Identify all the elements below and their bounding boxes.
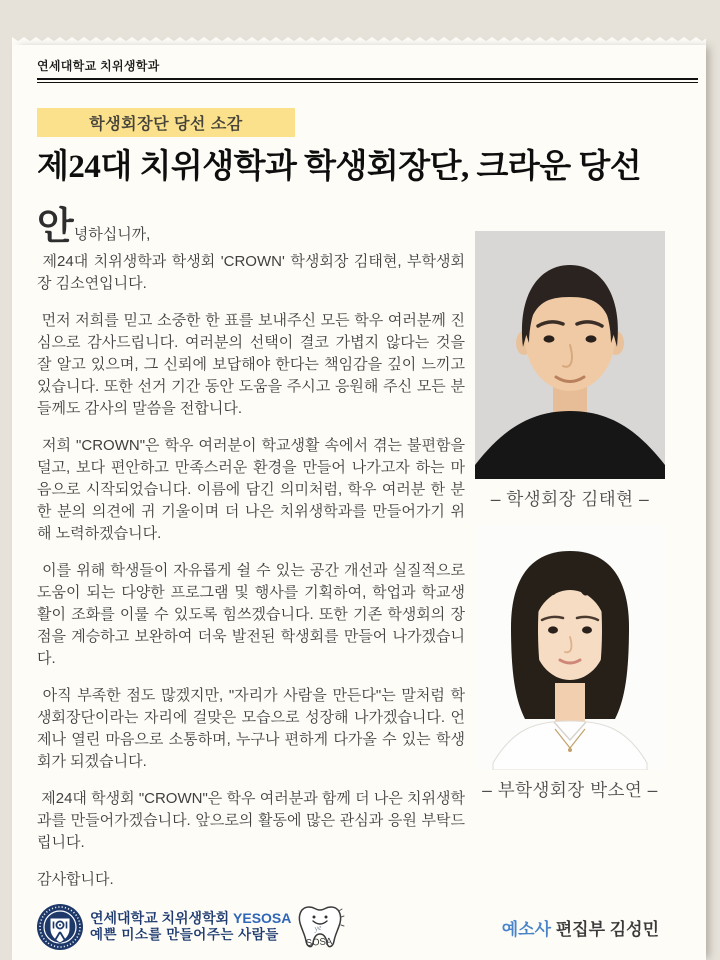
header-divider: [37, 78, 698, 83]
yonsei-emblem-logo: [37, 904, 83, 950]
president-photo: [475, 231, 665, 479]
department-header: 연세대학교 치위생학과: [37, 59, 160, 73]
article-text-column: [37, 206, 470, 906]
article-headline: 제24대 치위생학과 학생회장단, 크라운 당선: [37, 149, 642, 185]
greeting-line: [37, 207, 465, 247]
greeting-text: 녕하십니까,: [73, 226, 151, 243]
president-caption: – 학생회장 김태현 –: [490, 489, 650, 509]
society-brand: [37, 903, 345, 951]
photo-column: [475, 231, 665, 906]
article-body: [37, 207, 698, 906]
drop-cap: 안: [37, 206, 74, 248]
society-text: [90, 910, 291, 944]
footer: [37, 902, 692, 952]
newsletter-page: [12, 45, 706, 960]
paragraph: 제24대 치위생학과 학생회 'CROWN' 학생회장 김태현, 부학생회장 김소연입니다.: [37, 253, 465, 292]
editor-name: 편집부 김성민: [551, 919, 659, 939]
tooth-mascot-logo: [295, 903, 345, 951]
editor-credit: [473, 895, 659, 960]
vice-president-caption: – 부학생회장 박소연 –: [482, 780, 658, 800]
society-name: 연세대학교 치위생학회: [90, 909, 234, 926]
svg-text:ye: ye: [313, 922, 323, 933]
paragraph: 저희 "CROWN"은 학우 여러분이 학교생활 속에서 겪는 불편함을 덜고, 보다 편안하고 만족스러운 환경을 만들어 나가고자 하는 마음으로 시작되었습니다. 이름에 담긴 의미처럼, 학우 여러분 한 분 한 분의 의견에 귀 기울이며 더 나은 치위생학과를 만들어가기 위해 노력하겠습니다.: [37, 437, 470, 542]
vice-president-photo: [475, 525, 665, 770]
paragraph: 제24대 학생회 "CROWN"은 학우 여러분과 함께 더 나은 치위생학과를 만들어가겠습니다. 앞으로의 활동에 많은 관심과 응원 부탁드립니다.: [37, 790, 465, 851]
paragraph: 이를 위해 학생들이 자유롭게 쉴 수 있는 공간 개선과 실질적으로 도움이 되는 다양한 프로그램 및 행사를 기획하여, 학업과 학교생활이 조화를 이룰 수 있도록 힘쓰겠습니다. 또한 기존 학생회의 장점을 계승하고 보완하여 더욱 발전된 학생회를 만들어 나가겠습니다.: [37, 562, 470, 667]
paper-torn-edge: [12, 37, 706, 45]
society-name-accent: YESOSA: [233, 909, 292, 926]
paragraph: 먼저 저희를 믿고 소중한 한 표를 보내주신 모든 학우 여러분께 진심으로 감사드립니다. 여러분의 선택이 결코 가볍지 않다는 것을 잘 알고 있으며, 그 신뢰에 보답해야 한다는 책임감을 깊이 느끼고 있습니다. 또한 선거 기간 동안 도움을 주시고 응원해 주신 모든 분들께도 감사의 말씀을 전합니다.: [37, 312, 470, 417]
paragraph: 아직 부족한 점도 많겠지만, "자리가 사람을 만든다"는 말처럼 학생회장단이라는 자리에 걸맞은 모습으로 성장해 나가겠습니다. 언제나 열린 마음으로 소통하며, 누구나 편하게 다가올 수 있는 학생회가 되겠습니다.: [37, 687, 465, 770]
society-slogan: 예쁜 미소를 만들어주는 사람들: [90, 927, 279, 943]
editor-team: 예소사: [501, 919, 552, 939]
svg-text:SOSA: SOSA: [305, 936, 333, 949]
paragraph: 감사합니다.: [37, 871, 114, 888]
section-badge: 학생회장단 당선 소감: [37, 108, 295, 137]
